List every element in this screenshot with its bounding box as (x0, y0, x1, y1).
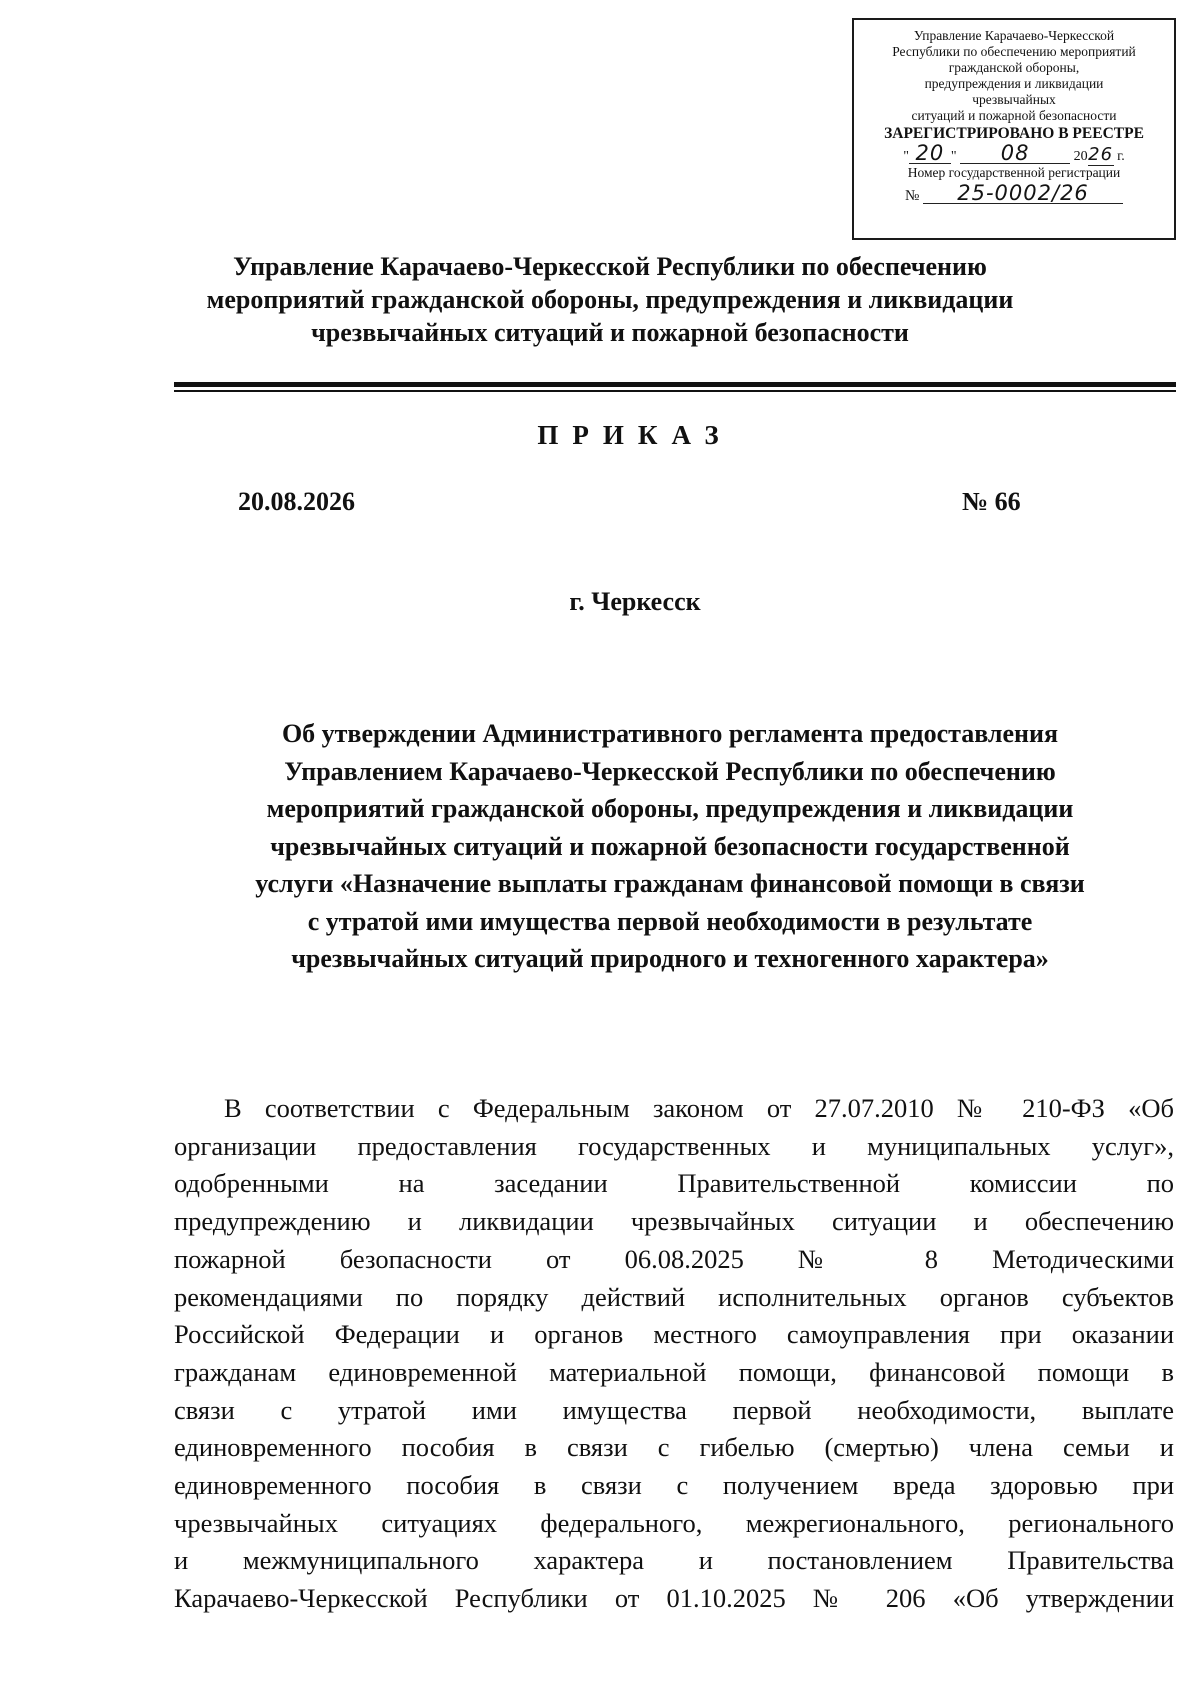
subject-line: услуги «Назначение выплаты гражданам финансовой помощи в связи (255, 869, 1085, 898)
organization-title-line: Управление Карачаево-Черкесской Республики по обеспечению (233, 252, 987, 281)
stamp-number-sign: № (904, 188, 920, 204)
subject-line: чрезвычайных ситуаций природного и техногенного характера» (291, 944, 1049, 973)
body-line: В соответствии с Федеральным законом от 27.07.2010 № 210-ФЗ «Об (224, 1093, 1174, 1123)
stamp-line: гражданской обороны, (948, 60, 1080, 75)
stamp-date-day: 20 (909, 143, 951, 164)
stamp-date-year-suffix: 26 (1088, 144, 1114, 165)
stamp-line: Республики по обеспечению мероприятий (892, 44, 1136, 59)
document-body (174, 1090, 1174, 1618)
header-divider-thick (174, 382, 1176, 387)
stamp-date-month: 08 (960, 143, 1070, 164)
stamp-date-close-quote: " (950, 149, 957, 164)
body-line: организации предоставления государственных и муниципальных услуг», (174, 1130, 1174, 1161)
organization-title-line: мероприятий гражданской обороны, предупреждения и ликвидации (206, 285, 1014, 314)
stamp-line: Управление Карачаево-Черкесской (913, 28, 1115, 43)
subject-line: мероприятий гражданской обороны, предупреждения и ликвидации (266, 794, 1074, 823)
subject-line: Управлением Карачаево-Черкесской Республики по обеспечению (284, 756, 1056, 786)
stamp-date-year-prefix: 20 (1073, 149, 1088, 164)
body-line: рекомендациями по порядку действий исполнительных органов субъектов (174, 1281, 1174, 1312)
body-line: пожарной безопасности от 06.08.2025 № 8 Методическими (174, 1243, 1174, 1274)
body-line: и межмуниципального характера и постановлением Правительства (174, 1545, 1174, 1576)
body-line: связи с утратой ими имущества первой необходимости, выплате (174, 1394, 1174, 1425)
header-divider-thin (174, 390, 1176, 392)
stamp-line: чрезвычайных (972, 92, 1056, 107)
stamp-line: предупреждения и ликвидации (924, 76, 1104, 91)
body-line: предупреждению и ликвидации чрезвычайных ситуации и обеспечению (174, 1206, 1174, 1237)
registration-stamp (852, 18, 1176, 240)
document-subject (160, 715, 1180, 978)
body-line: одобренными на заседании Правительственной комиссии по (174, 1168, 1174, 1199)
document-number: № 66 (962, 487, 1021, 516)
body-line: единовременного пособия в связи с получением вреда здоровью при (174, 1470, 1174, 1501)
document-date: 20.08.2026 (238, 487, 355, 516)
subject-line: с утратой ими имущества первой необходимости в результате (307, 906, 1033, 936)
stamp-reg-number: 25-0002/26 (923, 183, 1123, 204)
subject-line: Об утверждении Административного регламента предоставления (281, 719, 1059, 748)
organization-title (120, 250, 1100, 349)
document-city: г. Черкесск (569, 587, 701, 616)
stamp-registered-label: ЗАРЕГИСТРИРОВАНО В РЕЕСТРЕ (884, 125, 1144, 142)
body-line: Российской Федерации и органов местного самоуправления при оказании (174, 1319, 1174, 1350)
organization-title-line: чрезвычайных ситуаций и пожарной безопасности (311, 318, 909, 347)
body-line: Карачаево-Черкесской Республики от 01.10.2025 № 206 «Об утверждении (174, 1583, 1174, 1614)
body-line: гражданам единовременной материальной помощи, финансовой помощи в (174, 1356, 1174, 1387)
stamp-line: ситуаций и пожарной безопасности (911, 108, 1117, 123)
subject-line: чрезвычайных ситуаций и пожарной безопасности государственной (270, 831, 1070, 861)
stamp-reg-number-line (854, 183, 1174, 208)
body-line: чрезвычайных ситуациях федерального, межрегионального, регионального (174, 1507, 1174, 1538)
stamp-date-year-unit: г. (1117, 149, 1125, 164)
stamp-date (854, 143, 1174, 165)
document-type: ПРИКАЗ (537, 420, 733, 450)
stamp-date-open-quote: " (903, 149, 909, 164)
stamp-reg-label: Номер государственной регистрации (907, 165, 1121, 180)
body-line: единовременного пособия в связи с гибелью (смертью) члена семьи и (174, 1432, 1174, 1463)
